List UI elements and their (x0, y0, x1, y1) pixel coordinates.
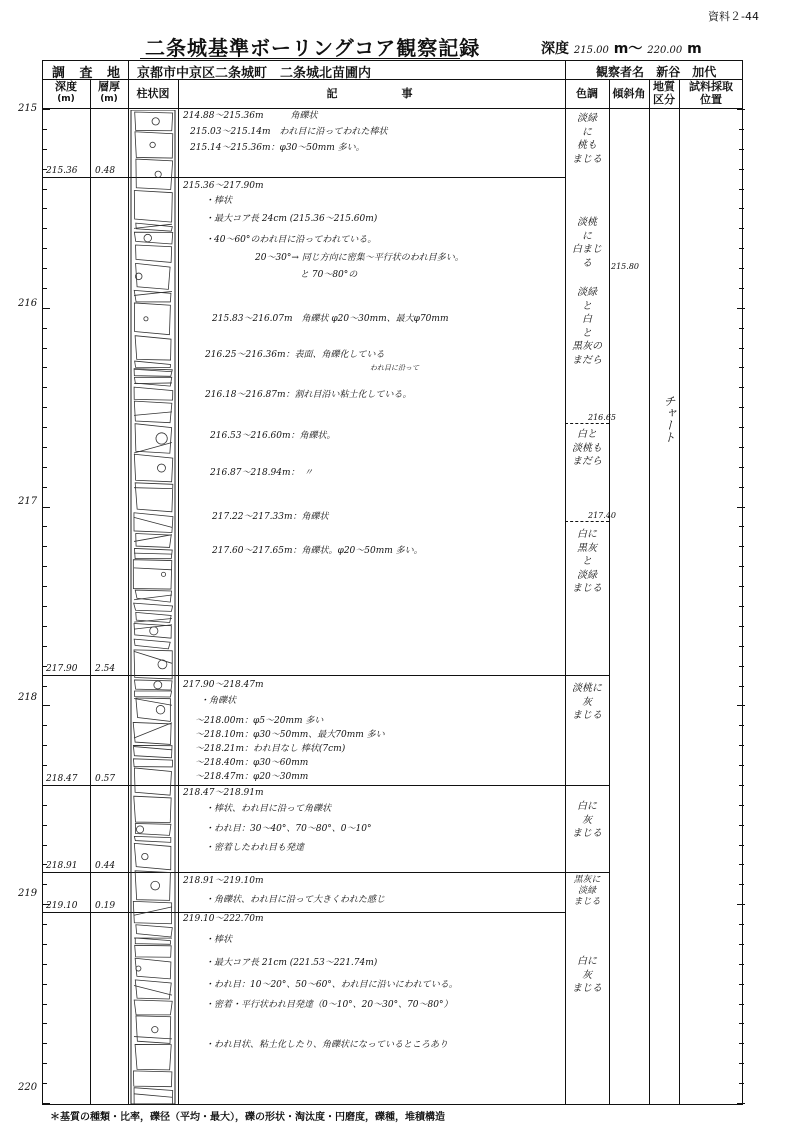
depth-tick (42, 248, 47, 249)
core-pebble (151, 881, 160, 890)
col-divider (128, 60, 129, 79)
core-fracture (134, 553, 172, 554)
color-boundary (565, 872, 609, 873)
depth-tick (737, 109, 745, 110)
depth-tick (739, 169, 744, 170)
record-line: 217.90〜218.47m (183, 680, 264, 690)
depth-tick (739, 984, 744, 985)
color-note: 白と 淡桃も まだら (572, 429, 602, 467)
depth-tick (42, 268, 47, 269)
depth-tick (739, 646, 744, 647)
col-divider (565, 79, 566, 1104)
core-fragment (133, 901, 171, 923)
depth-unit-a: m〜 (613, 41, 643, 57)
core-fragment (135, 112, 173, 131)
record-line: ・密着・平行状われ目発達（0〜10°、20〜30°、70〜80°） (205, 1000, 453, 1010)
core-pebble (156, 433, 167, 444)
color-boundary (565, 675, 609, 676)
color-boundary-depth: 217.40 (588, 511, 616, 520)
core-fracture (134, 383, 172, 384)
layer-depth: 218.91 (46, 861, 78, 871)
layer-depth: 217.90 (46, 664, 78, 674)
depth-tick (42, 686, 47, 687)
depth-tick (42, 407, 47, 408)
depth-tick (42, 646, 47, 647)
core-pebble (142, 853, 148, 859)
header-record: 記 事 (326, 87, 417, 100)
depth-tick (42, 348, 47, 349)
color-boundary (565, 785, 609, 786)
record-line: ・角礫状 (200, 696, 237, 706)
depth-tick (42, 1004, 47, 1005)
depth-tick (42, 745, 47, 746)
record-line: 217.60〜217.65m：角礫状。φ20〜50mm 多い。 (212, 546, 423, 556)
core-fragment (136, 1016, 171, 1044)
color-note: 白に 灰 まじる (572, 801, 602, 839)
depth-tick (42, 1043, 47, 1044)
core-pebble (157, 464, 165, 472)
depth-tick (42, 606, 47, 607)
depth-tick (42, 884, 47, 885)
core-fragment (134, 232, 172, 244)
core-pebble (161, 572, 165, 576)
layer-line (42, 872, 565, 873)
layer-thickness: 0.48 (95, 166, 116, 176)
record-line: ・われ目：30〜40°、70〜80°、0〜10° (205, 824, 372, 834)
depth-tick (42, 129, 47, 130)
depth-tick (42, 765, 47, 766)
depth-tick (739, 526, 744, 527)
record-line: 215.83〜216.07m 角礫状 φ20〜30mm、最大φ70mm (212, 314, 449, 324)
core-fracture (134, 651, 172, 663)
depth-tick (739, 228, 744, 229)
depth-tick (739, 387, 744, 388)
depth-unit-b: m (687, 41, 702, 57)
depth-tick (737, 308, 745, 309)
depth-tick (739, 1063, 744, 1064)
record-line: ・40〜60°のわれ目に沿ってわれている。 (205, 235, 377, 245)
record-line: 218.47〜218.91m (183, 788, 264, 798)
depth-tick (737, 904, 745, 905)
record-line: 216.18〜216.87m：割れ目沿い粘土化している。 (205, 390, 412, 400)
record-line: 214.88〜215.36m 角礫状 (183, 111, 318, 121)
record-line: 216.87〜218.94m： 〃 (210, 468, 314, 478)
depth-tick (737, 1103, 745, 1104)
record-line: ・棒状 (205, 935, 233, 945)
core-fragment (134, 843, 171, 869)
depth-tick (739, 367, 744, 368)
depth-tick (42, 447, 47, 448)
depth-tick (739, 268, 744, 269)
depth-to: 220.00 (647, 45, 683, 56)
core-fracture (134, 595, 172, 600)
depth-tick (739, 129, 744, 130)
record-line: 〜218.40m：φ30〜60mm (195, 758, 309, 768)
core-fragment (135, 945, 171, 957)
core-fragment (134, 836, 170, 842)
color-note: 淡桃に 灰 まじる (572, 683, 602, 721)
page-title: 二条城基準ボーリングコア観察記録 (145, 36, 481, 60)
layer-thickness: 0.19 (95, 901, 116, 911)
depth-tick (739, 845, 744, 846)
depth-tick (739, 189, 744, 190)
depth-tick (739, 686, 744, 687)
depth-tick (42, 626, 47, 627)
record-line: 219.10〜222.70m (183, 914, 264, 924)
layer-thickness: 0.44 (95, 861, 116, 871)
depth-tick (42, 149, 47, 150)
depth-tick (739, 1004, 744, 1005)
core-fragment (136, 223, 173, 231)
depth-tick (739, 149, 744, 150)
dip-value: 215.80 (611, 262, 639, 271)
color-note: 淡緑 に 桃も まじる (572, 113, 602, 165)
depth-tick (739, 825, 744, 826)
depth-tick (42, 1103, 50, 1104)
core-fracture (134, 986, 172, 996)
col-divider (565, 60, 566, 79)
record-line: ・最大コア長 21cm (221.53〜221.74m) (205, 958, 378, 968)
core-fragment (135, 824, 171, 836)
core-fragment (135, 132, 173, 158)
depth-tick (739, 288, 744, 289)
depth-tick (42, 487, 47, 488)
scale-220: 220 (18, 1082, 38, 1093)
core-fracture (134, 517, 172, 527)
layer-line (42, 675, 565, 676)
layer-thickness: 0.57 (95, 774, 116, 784)
depth-tick (739, 348, 744, 349)
layer-depth: 218.47 (46, 774, 78, 784)
depth-tick (739, 864, 744, 865)
observer (596, 63, 716, 80)
depth-tick (42, 109, 50, 110)
core-fracture (134, 442, 172, 452)
col-divider (90, 79, 91, 1104)
depth-tick (739, 546, 744, 547)
core-pebble (152, 1026, 158, 1032)
depth-tick (739, 666, 744, 667)
core-fracture (134, 1094, 172, 1097)
header-thickness: 層厚 (m) (98, 80, 120, 104)
observer-name: 新谷 加代 (656, 65, 717, 79)
record-line: 217.22〜217.33m：角礫状 (212, 512, 329, 522)
core-pebble (152, 118, 159, 125)
depth-tick (42, 924, 47, 925)
layer-depth: 219.10 (46, 901, 78, 911)
record-line: 20〜30°→ 同じ方向に密集〜平行状のわれ目多い。 (255, 253, 464, 263)
depth-tick (739, 427, 744, 428)
header-color: 色調 (576, 87, 598, 100)
document-id: 資料２-44 (708, 10, 759, 23)
core-fragment (135, 361, 171, 368)
col-divider (649, 79, 650, 1104)
depth-tick (42, 845, 47, 846)
core-fragment (134, 680, 172, 690)
depth-tick (42, 507, 50, 508)
core-fragment (134, 796, 171, 822)
layer-thickness: 2.54 (95, 664, 116, 674)
depth-tick (42, 308, 50, 309)
header-geology: 地質 区分 (653, 80, 675, 106)
core-fragment (134, 691, 171, 697)
core-fragment (134, 603, 173, 611)
depth-tick (739, 745, 744, 746)
core-pebble (136, 826, 143, 833)
depth-tick (42, 785, 47, 786)
core-pebble (136, 966, 141, 971)
core-fragment (134, 401, 172, 423)
record-line: 〜218.10m：φ30〜50mm、最大70mm 多い (195, 730, 385, 740)
core-fragment (134, 454, 172, 482)
core-fragment (135, 1044, 171, 1069)
core-fragment (134, 303, 170, 335)
core-fragment (134, 639, 170, 649)
core-fragment (135, 938, 170, 944)
core-fragment (135, 958, 171, 979)
record-line: 215.14〜215.36m：φ30〜50mm 多い。 (190, 143, 365, 153)
color-boundary (565, 423, 609, 424)
core-pebble (154, 681, 162, 689)
depth-tick (739, 1043, 744, 1044)
depth-tick (739, 765, 744, 766)
scale-219: 219 (18, 888, 38, 899)
core-fragment (136, 612, 171, 622)
depth-tick (737, 705, 745, 706)
core-fragment (136, 263, 171, 289)
core-pebble (150, 627, 158, 635)
core-pebble (150, 142, 155, 147)
core-fragment (135, 871, 170, 901)
depth-tick (739, 944, 744, 945)
header-sample: 試料採取 位置 (689, 80, 733, 106)
core-fragment (136, 925, 172, 937)
layer-line (42, 177, 565, 178)
depth-tick (739, 467, 744, 468)
core-fragment (134, 387, 173, 400)
color-note: 淡桃 に 白まじる (572, 217, 602, 269)
depth-tick (42, 1083, 47, 1084)
depth-tick (42, 964, 47, 965)
core-fracture (134, 488, 172, 489)
location-label: 調 査 地 (52, 66, 126, 81)
depth-tick (42, 984, 47, 985)
record-line: ・棒状、われ目に沿って角礫状 (205, 804, 332, 814)
core-fragment (135, 483, 173, 512)
depth-tick (42, 427, 47, 428)
depth-tick (42, 1023, 47, 1024)
core-fragment (134, 768, 171, 795)
scale-216: 216 (18, 298, 38, 309)
depth-from: 215.00 (573, 45, 609, 56)
depth-tick (739, 924, 744, 925)
core-fragment (135, 424, 172, 454)
core-fracture (134, 568, 172, 570)
color-note: 黒灰に 淡緑 まじる (573, 875, 601, 907)
core-fracture (134, 412, 172, 416)
scale-215: 215 (18, 103, 38, 114)
record-line: 〜218.47m：φ20〜30mm (195, 772, 309, 782)
depth-tick (739, 884, 744, 885)
record-line: 215.36〜217.90m (183, 181, 264, 191)
header-depth: 深度 (m) (55, 80, 77, 104)
depth-tick (739, 626, 744, 627)
color-note: 淡緑 と 白 と 黒灰の まだら (572, 287, 602, 366)
record-line: と 70〜80°の (300, 270, 358, 280)
record-line: ・密着したわれ目も発達 (205, 843, 305, 853)
layer-line (42, 912, 565, 913)
record-line: ・われ目：10〜20°、50〜60°、われ目に沿いにわれている。 (205, 980, 458, 990)
core-fragment (134, 377, 171, 386)
depth-tick (42, 328, 47, 329)
depth-tick (42, 367, 47, 368)
record-line: 216.25〜216.36m：表面、角礫化している (205, 350, 385, 360)
layer-line (42, 785, 565, 786)
depth-tick (42, 228, 47, 229)
col-divider (609, 79, 610, 1104)
core-pebble (144, 317, 148, 321)
depth-tick (739, 487, 744, 488)
core-fragment (134, 190, 172, 222)
depth-tick (42, 566, 47, 567)
core-fragment (134, 1000, 172, 1015)
core-fragment (136, 245, 172, 262)
record-line: 216.53〜216.60m：角礫状。 (210, 431, 336, 441)
depth-tick (42, 208, 47, 209)
depth-tick (42, 725, 47, 726)
color-boundary (565, 521, 609, 522)
core-fracture (134, 625, 172, 629)
scale-218: 218 (18, 692, 38, 703)
header-dip: 傾斜角 (612, 87, 646, 100)
depth-tick (42, 944, 47, 945)
depth-tick (42, 526, 47, 527)
footnote: ＊基質の種類・比率，礫径（平均・最大），礫の形状・淘汰度・円磨度，礫種，堆積構造 (50, 1112, 445, 1123)
core-fracture (134, 1037, 172, 1039)
depth-range-label: 深度 (541, 41, 569, 57)
color-boundary-depth: 216.65 (588, 413, 616, 422)
core-fracture (134, 747, 172, 750)
header-divider (42, 108, 743, 109)
depth-tick (739, 805, 744, 806)
scale-217: 217 (18, 496, 38, 507)
depth-tick (42, 586, 47, 587)
depth-tick (42, 189, 47, 190)
depth-tick (42, 288, 47, 289)
depth-tick (737, 507, 745, 508)
record-line: われ目に沿って (370, 364, 419, 372)
record-line: 〜218.21m：われ目なし 棒状(7cm) (195, 744, 346, 754)
depth-tick (739, 725, 744, 726)
depth-tick (739, 606, 744, 607)
title-underline (140, 58, 460, 59)
depth-tick (42, 825, 47, 826)
record-line: ・棒状 (205, 196, 233, 206)
core-fragment (133, 759, 172, 767)
core-fragment (135, 336, 171, 360)
depth-tick (42, 387, 47, 388)
core-fracture (134, 535, 172, 542)
depth-tick (42, 805, 47, 806)
depth-tick (739, 447, 744, 448)
col-divider (679, 79, 680, 1104)
depth-tick (739, 586, 744, 587)
depth-tick (739, 407, 744, 408)
color-note: 白に 黒灰 と 淡緑 まじる (572, 529, 602, 594)
depth-tick (739, 964, 744, 965)
core-fragment (135, 980, 171, 999)
depth-tick (42, 1063, 47, 1064)
depth-tick (739, 1023, 744, 1024)
record-line: ・角礫状、われ目に沿って大きくわれた感じ (205, 895, 386, 905)
core-fragment (133, 1071, 171, 1087)
core-fracture (134, 723, 172, 738)
core-fracture (134, 907, 172, 915)
geology-label: チャート (662, 395, 676, 443)
header-column: 柱状図 (136, 87, 170, 100)
color-note: 白に 灰 まじる (572, 956, 602, 994)
col-divider (178, 79, 179, 1104)
core-pebble (144, 234, 152, 242)
depth-tick (739, 785, 744, 786)
depth-tick (739, 208, 744, 209)
layer-depth: 215.36 (46, 166, 78, 176)
depth-tick (739, 328, 744, 329)
depth-tick (739, 1083, 744, 1084)
depth-tick (739, 248, 744, 249)
depth-range (541, 38, 702, 58)
depth-tick (42, 546, 47, 547)
record-line: 215.03〜215.14m われ目に沿ってわれた棒状 (190, 127, 388, 137)
core-fragment (136, 159, 173, 189)
record-line: 〜218.00m：φ5〜20mm 多い (195, 716, 324, 726)
record-line: 218.91〜219.10m (183, 876, 264, 886)
core-column-drawing (128, 110, 178, 1104)
depth-tick (42, 705, 50, 706)
observer-label: 観察者名 (596, 65, 645, 79)
record-line: ・最大コア長 24cm (215.36〜215.60m) (205, 214, 378, 224)
core-fracture (134, 698, 172, 705)
depth-tick (739, 566, 744, 567)
depth-tick (42, 467, 47, 468)
core-pebble (155, 171, 161, 177)
record-line: ・われ目状、粘土化したり、角礫状になっているところあり (205, 1040, 449, 1050)
location-value: 京都市中京区二条城町 二条城北苗圃内 (137, 66, 372, 81)
core-pebble (156, 705, 165, 714)
